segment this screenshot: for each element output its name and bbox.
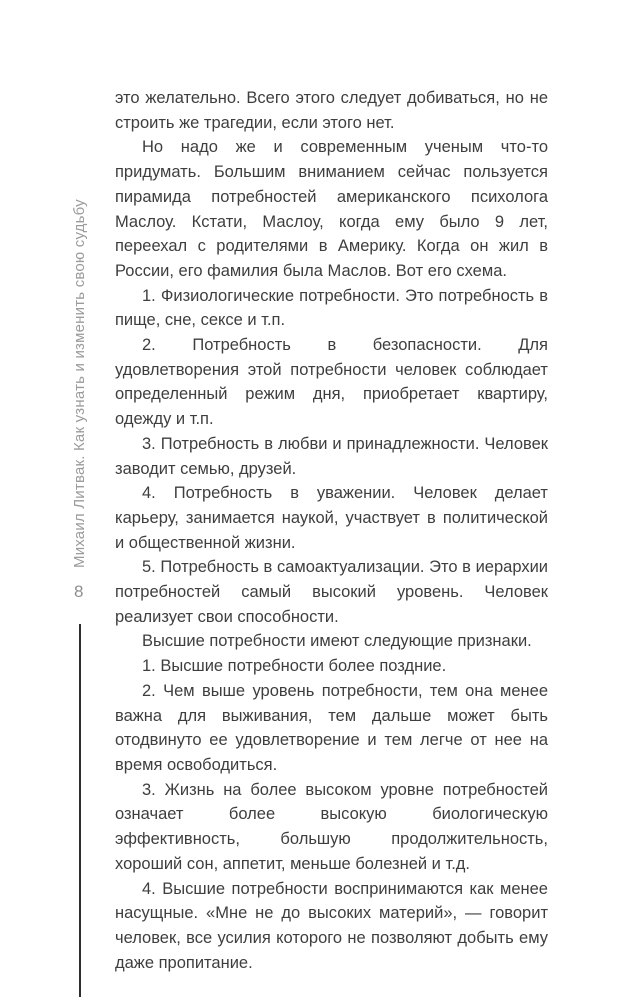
page-text — [115, 86, 548, 975]
paragraph: 1. Высшие потребности более поздние. — [142, 657, 447, 676]
paragraph: 1. Физиологические потребности. Это потребность в пище, сне, сексе и т.п. — [115, 286, 548, 330]
paragraph: 2. Потребность в безопасности. Для удовлетворения этой потребности человек соблюдает определенный режим дня, приобретает квартиру, одежду и т.п. — [115, 336, 548, 429]
paragraph: 2. Чем выше уровень потребности, тем она менее важна для выживания, тем дальше может быть отодвинуто ее удовлетворение и тем легче от нее на время освободиться. — [115, 681, 548, 774]
paragraph: 5. Потребность в самоактуализации. Это в иерархии потребностей самый высокий уровень. Человек реализует свои способности. — [115, 558, 548, 626]
running-title-vertical: Михаил Литвак. Как узнать и изменить свою судьбу — [71, 199, 88, 568]
page-number: 8 — [74, 582, 84, 601]
paragraph: Высшие потребности имеют следующие признаки. — [142, 632, 532, 651]
paragraph: 3. Жизнь на более высоком уровне потребностей означает более высокую биологическую эффективность, большую продолжительность, хороший сон, аппетит, меньше болезней и т.д. — [115, 780, 548, 873]
paragraph: 3. Потребность в любви и принадлежности. Человек заводит семью, друзей. — [115, 434, 548, 478]
paragraph: это желательно. Всего этого следует добиваться, но не строить же трагедии, если этого нет. — [115, 89, 548, 132]
paragraph: Но надо же и современным ученым что-то придумать. Большим вниманием сейчас пользуется пирамида потребностей американского психолога Маслоу. Кстати, Маслоу, когда ему было 9 лет, переехал с родителями в Америку. Когда он жил в России, его фамилия была Маслов. Вот его схема. — [115, 138, 548, 280]
paragraph: 4. Высшие потребности воспринимаются как менее насущные. «Мне не до высоких материй», — говорит человек, все усилия которого не позволяют добыть ему даже пропитание. — [115, 879, 548, 972]
paragraph: 4. Потребность в уважении. Человек делает карьеру, занимается наукой, участвует в политической и общественной жизни. — [115, 484, 548, 552]
margin-rule — [79, 624, 81, 997]
